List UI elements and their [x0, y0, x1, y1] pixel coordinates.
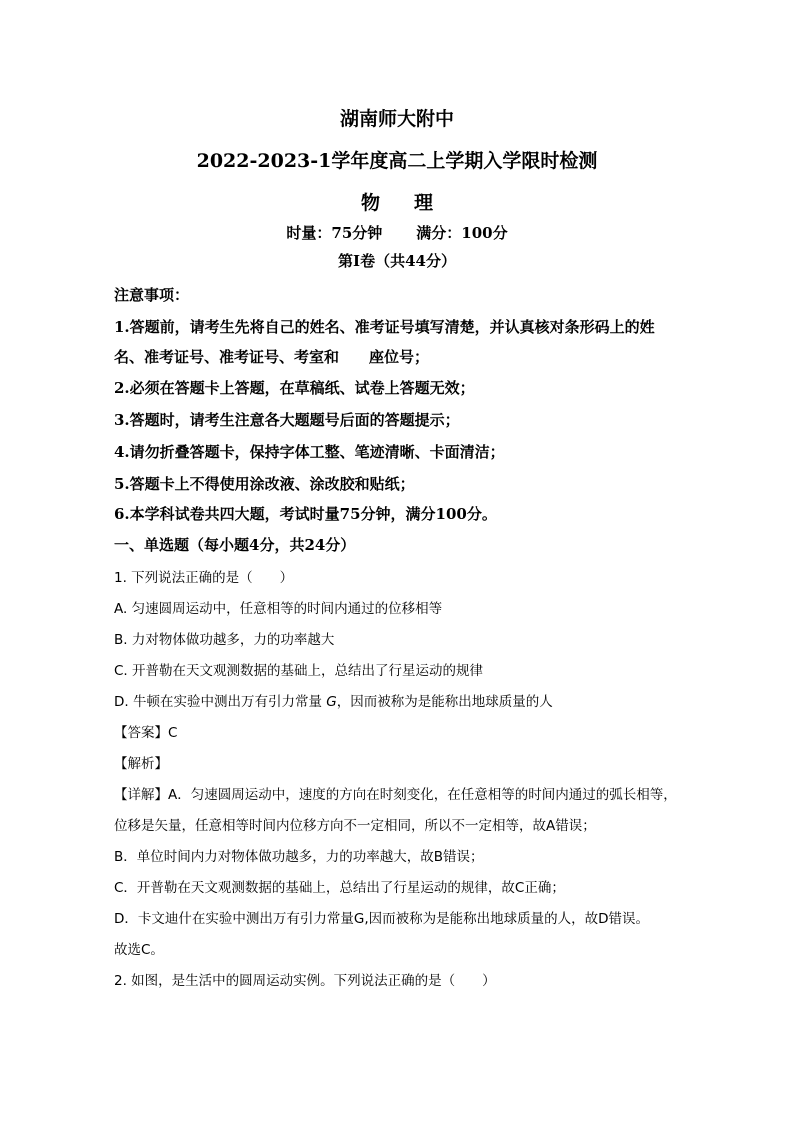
question-1-option-a: A. 匀速圆周运动中，任意相等的时间内通过的位移相等 — [114, 601, 443, 617]
notes-item-6: 6.本学科试卷共四大题，考试时量75分钟，满分100分。 — [114, 505, 497, 523]
question-1-answer: 【答案】C — [114, 725, 178, 741]
notes-heading: 注意事项： — [114, 286, 190, 304]
question-1-stem: 1. 下列说法正确的是（ ） — [114, 570, 294, 586]
notes-item-1: 1.答题前，请考生先将自己的姓名、准考证号填写清楚，并认真核对条形码上的姓 — [114, 318, 655, 336]
exam-meta — [0, 222, 794, 243]
option-d-symbol-g: G — [326, 694, 337, 710]
school-name: 湖南师大附中 — [339, 108, 454, 130]
question-1-detail-c: C．开普勒在天文观测数据的基础上，总结出了行星运动的规律，故C正确； — [114, 880, 565, 896]
option-d-text-b: ，因而被称为是能称出地球质量的人 — [336, 694, 553, 710]
question-1-option-d — [114, 690, 553, 710]
question-1-option-c: C. 开普勒在天文观测数据的基础上，总结出了行星运动的规律 — [114, 663, 484, 679]
question-2-stem: 2. 如图，是生活中的圆周运动实例。下列说法正确的是（ ） — [114, 973, 496, 989]
notes-item-1-cont-a: 名、准考证号、准考证号、考室和 — [114, 348, 340, 366]
section-1-title: 一、单选题（每小题4分，共24分） — [114, 536, 356, 554]
subject-char-2: 理 — [414, 192, 434, 214]
notes-item-5: 5.答题卡上不得使用涂改液、涂改胶和贴纸； — [114, 475, 415, 493]
question-1-detail-d: D．卡文迪什在实验中测出万有引力常量G,因而被称为是能称出地球质量的人，故D错误。 — [114, 911, 650, 927]
notes-item-1-cont — [114, 346, 429, 367]
subject-char-1: 物 — [360, 192, 380, 214]
notes-item-2: 2.必须在答题卡上答题，在草稿纸、试卷上答题无效； — [114, 379, 475, 397]
notes-item-3: 3.答题时，请考生注意各大题题号后面的答题提示； — [114, 411, 460, 429]
notes-item-1-cont-b: 座位号； — [369, 348, 430, 366]
notes-item-4: 4.请勿折叠答题卡，保持字体工整、笔迹清晰、卡面清洁； — [114, 443, 505, 461]
subject-title — [0, 188, 794, 215]
question-1-conclusion: 故选C。 — [114, 942, 164, 958]
question-1-detail-b: B．单位时间内力对物体做功越多，力的功率越大，故B错误； — [114, 849, 484, 865]
question-1-detail-line-2: 位移是矢量，任意相等时间内位移方向不一定相同，所以不一定相等，故A错误； — [114, 818, 596, 834]
question-1-option-b: B. 力对物体做功越多，力的功率越大 — [114, 632, 335, 648]
option-d-text-a: D. 牛顿在实验中测出万有引力常量 — [114, 694, 322, 710]
exam-score: 满分：100分 — [416, 224, 508, 242]
exam-time: 时量：75分钟 — [286, 224, 383, 242]
exam-title: 2022-2023-1学年度高二上学期入学限时检测 — [196, 150, 598, 172]
question-1-analysis-label: 【解析】 — [114, 756, 168, 772]
volume-title: 第I卷（共44分） — [338, 252, 456, 270]
question-1-detail-line-1: 【详解】A．匀速圆周运动中，速度的方向在时刻变化，在任意相等的时间内通过的弧长相等， — [114, 787, 677, 803]
